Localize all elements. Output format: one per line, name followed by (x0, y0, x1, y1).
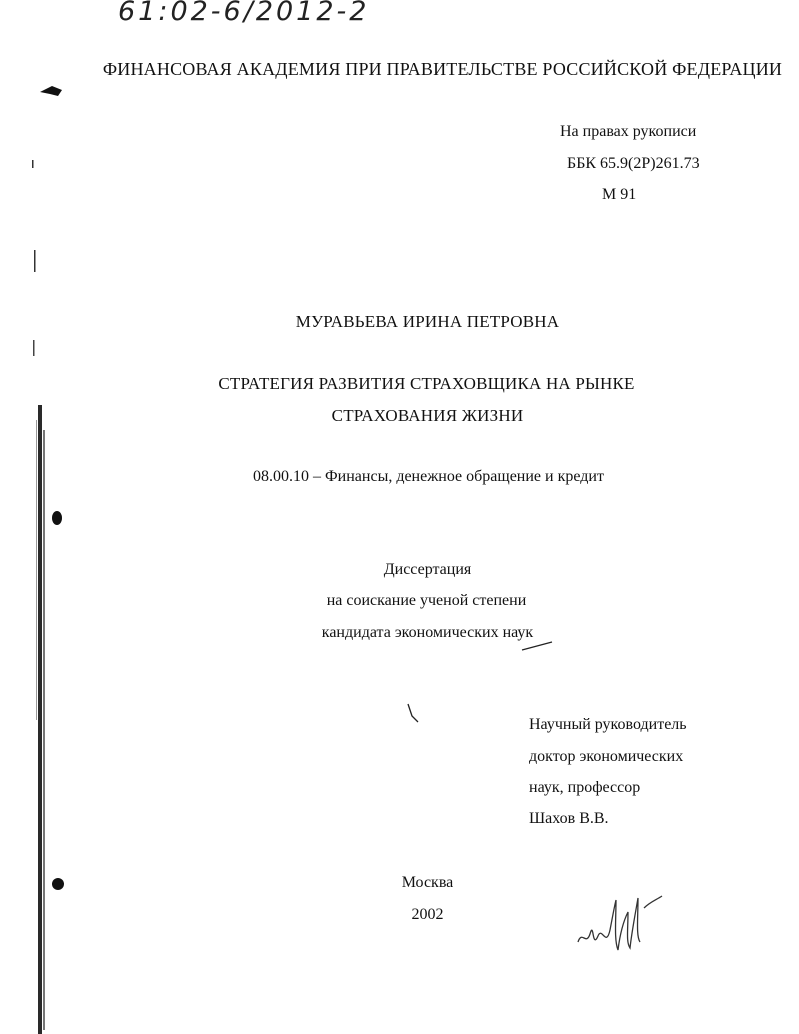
supervisor-degree-1: доктор экономических (529, 748, 684, 765)
archive-code: 61:02-6/2012-2 (118, 0, 370, 27)
dissertation-purpose: на соискание ученой степени (326, 592, 527, 609)
thesis-title-line-1: СТРАТЕГИЯ РАЗВИТИЯ СТРАХОВЩИКА НА РЫНКЕ (218, 374, 635, 393)
year: 2002 (411, 906, 444, 923)
institution-name: ФИНАНСОВАЯ АКАДЕМИЯ ПРИ ПРАВИТЕЛЬСТВЕ РОССИЙСКОЙ ФЕДЕРАЦИИ (102, 59, 783, 79)
dissertation-type: Диссертация (383, 561, 472, 578)
supervisor-degree-2: наук, профессор (529, 779, 641, 796)
thesis-title-line-2: СТРАХОВАНИЯ ЖИЗНИ (331, 406, 524, 425)
manuscript-rights: На правах рукописи (560, 123, 697, 140)
specialty: 08.00.10 – Финансы, денежное обращение и кредит (253, 468, 604, 485)
signature-icon (572, 890, 672, 960)
city: Москва (401, 874, 454, 891)
bbk-code: ББК 65.9(2Р)261.73 (567, 155, 700, 172)
supervisor-role: Научный руководитель (529, 716, 687, 733)
author-mark: М 91 (602, 186, 637, 203)
author-name: МУРАВЬЕВА ИРИНА ПЕТРОВНА (295, 312, 560, 331)
supervisor-name: Шахов В.В. (529, 810, 609, 827)
dissertation-degree: кандидата экономических наук (321, 624, 534, 641)
